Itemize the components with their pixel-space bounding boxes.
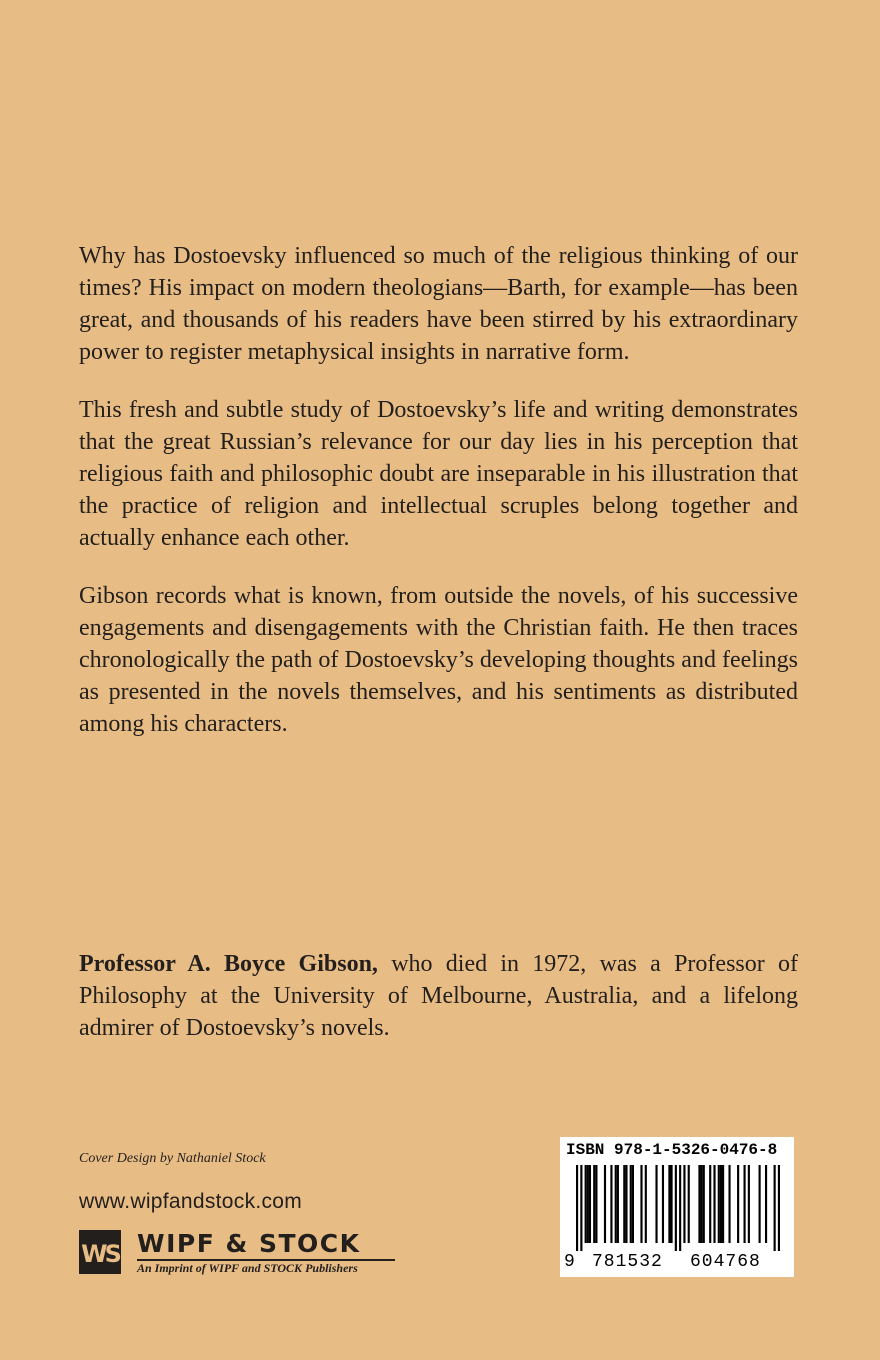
barcode-bar: [688, 1165, 690, 1243]
author-name: Professor A. Boyce Gibson,: [79, 951, 378, 977]
barcode-bar: [589, 1165, 591, 1243]
cover-design-credit: Cover Design by Nathaniel Stock: [79, 1151, 266, 1166]
barcode-bar: [593, 1165, 595, 1243]
isbn-barcode-block: [560, 1137, 794, 1277]
isbn-label: ISBN 978-1-5326-0476-8: [566, 1141, 778, 1159]
barcode-bar: [718, 1165, 720, 1243]
barcode-bar: [630, 1165, 632, 1243]
blurb-paragraph-2: This fresh and subtle study of Dostoevsky’s life and writing demonstrates that the great Russian’s relevance for our day lies in his perception that religious faith and philosophic doubt are inseparable in his illustration that the practice of religion and intellectual scruples belong together and actually enhance each other.: [79, 397, 798, 551]
barcode-bar: [778, 1165, 780, 1251]
barcode-bar: [615, 1165, 617, 1243]
barcode-bar: [587, 1165, 589, 1243]
barcode-bar: [713, 1165, 715, 1243]
author-bio-text: who died in 1972, was a Professor of Philosophy at the University of Melbourne, Australia, and a lifelong admirer of Dostoevsky’s novels.: [79, 951, 798, 1041]
barcode-bar: [679, 1165, 681, 1251]
barcode-bar: [625, 1165, 627, 1243]
barcode-icon: [576, 1165, 780, 1251]
publisher-name: WIPF & STOCK: [137, 1229, 361, 1258]
barcode-bar: [701, 1165, 703, 1243]
author-bio: [79, 948, 798, 1044]
barcode-bar: [774, 1165, 776, 1251]
barcode-bar: [728, 1165, 730, 1243]
barcode-bar: [604, 1165, 606, 1243]
publisher-tagline: An Imprint of WIPF and STOCK Publishers: [137, 1261, 358, 1275]
barcode-bar: [585, 1165, 587, 1243]
barcode-bar: [709, 1165, 711, 1243]
barcode-bar: [737, 1165, 739, 1243]
barcode-bar: [722, 1165, 724, 1243]
barcode-bar: [698, 1165, 700, 1243]
barcode-bar: [743, 1165, 745, 1243]
ws-logo-icon: WS: [79, 1230, 121, 1274]
barcode-bar: [580, 1165, 582, 1251]
blurb-paragraph-1: Why has Dostoevsky influenced so much of the religious thinking of our times? His impact on modern theologians—Barth, for example—has been great, and thousands of his readers have been stirred by his extraordinary power to register metaphysical insights in narrative form.: [79, 243, 798, 365]
barcode-bar: [610, 1165, 612, 1243]
barcode-bar: [640, 1165, 642, 1243]
isbn-left-group: 781532: [592, 1252, 663, 1272]
barcode-bar: [683, 1165, 685, 1243]
barcode-bar: [632, 1165, 634, 1243]
blurb-paragraph-3: Gibson records what is known, from outside the novels, of his successive engagements and disengagements with the Christian faith. He then traces chronologically the path of Dostoevsky’s developing thoughts and feelings as presented in the novels themselves, and his sentiments as distributed among his characters.: [79, 583, 798, 737]
barcode-bar: [662, 1165, 664, 1243]
back-cover-blurb: [79, 240, 798, 766]
barcode-bar: [595, 1165, 597, 1243]
barcode-bar: [748, 1165, 750, 1243]
barcode-bar: [720, 1165, 722, 1243]
barcode-bar: [576, 1165, 578, 1251]
barcode-bar: [765, 1165, 767, 1243]
barcode-bar: [655, 1165, 657, 1243]
publisher-logo: [79, 1230, 419, 1278]
barcode-bar: [759, 1165, 761, 1243]
isbn-first-digit: 9: [564, 1252, 575, 1272]
barcode-bar: [670, 1165, 672, 1243]
barcode-bar: [623, 1165, 625, 1243]
barcode-bar: [645, 1165, 647, 1243]
publisher-url: www.wipfandstock.com: [79, 1190, 303, 1213]
barcode-bar: [617, 1165, 619, 1243]
barcode-bar: [668, 1165, 670, 1243]
barcode-bar: [703, 1165, 705, 1243]
barcode-bar: [675, 1165, 677, 1251]
isbn-right-group: 604768: [690, 1252, 761, 1272]
